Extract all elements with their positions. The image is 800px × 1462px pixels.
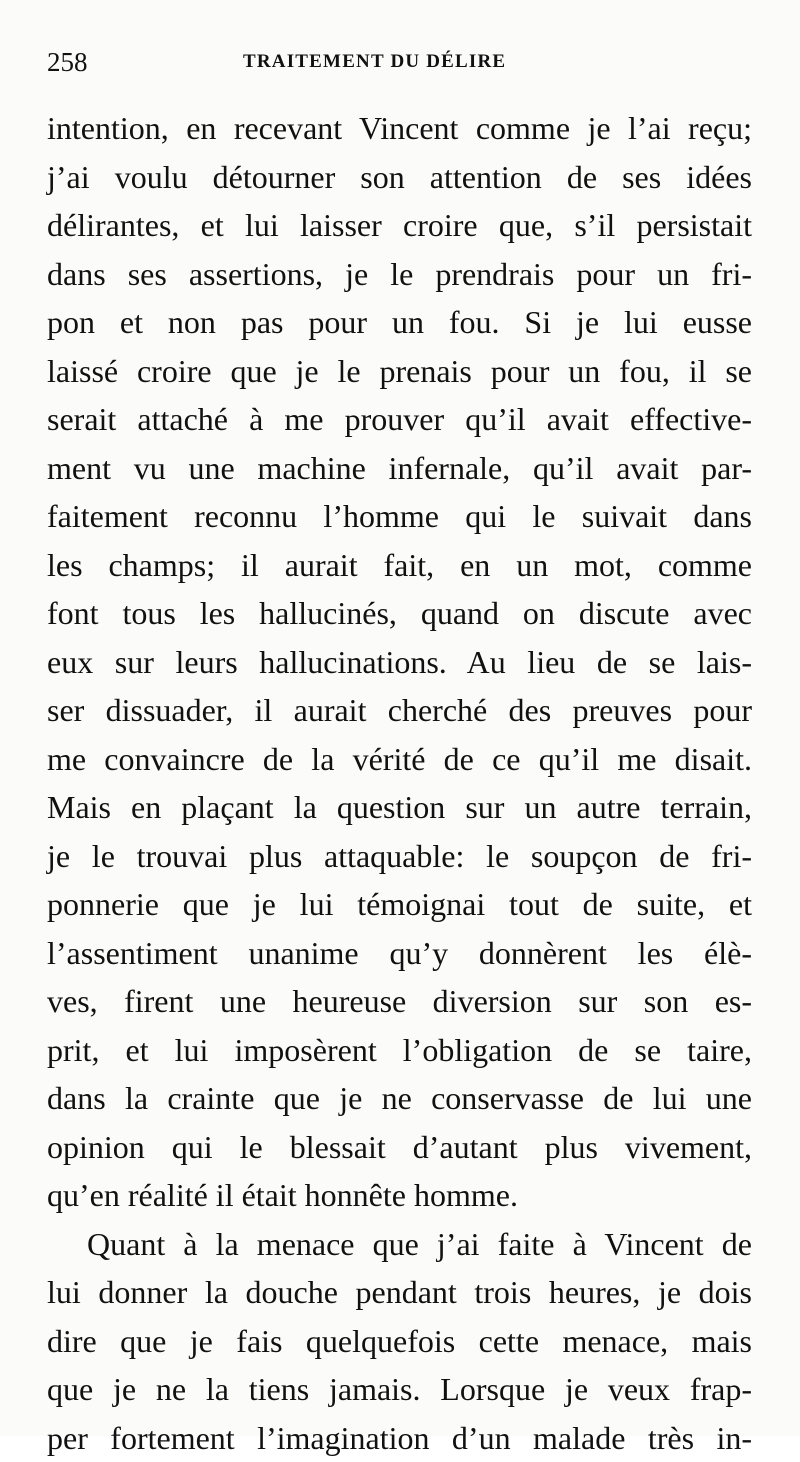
- text-line: lui donner la douche pendant trois heures, je dois: [47, 1268, 752, 1317]
- text-line: font tous les hallucinés, quand on discute avec: [47, 589, 752, 638]
- text-line: qu’en réalité il était honnête homme.: [47, 1171, 752, 1220]
- text-line: j’ai voulu détourner son attention de ses idées: [47, 153, 752, 202]
- text-line: per fortement l’imagination d’un malade très in-: [47, 1414, 752, 1462]
- text-line: je le trouvai plus attaquable: le soupçon de fri-: [47, 832, 752, 881]
- text-line: dans ses assertions, je le prendrais pour un fri-: [47, 250, 752, 299]
- text-line: laissé croire que je le prenais pour un fou, il se: [47, 347, 752, 396]
- body-text: [47, 104, 752, 1462]
- text-line: ment vu une machine infernale, qu’il avait par-: [47, 444, 752, 493]
- text-line: me convaincre de la vérité de ce qu’il me disait.: [47, 735, 752, 784]
- paragraph-1: [47, 104, 752, 1220]
- text-line: délirantes, et lui laisser croire que, s’il persistait: [47, 201, 752, 250]
- text-line: ser dissuader, il aurait cherché des preuves pour: [47, 686, 752, 735]
- running-head: [47, 44, 752, 80]
- text-line: Quant à la menace que j’ai faite à Vincent de: [47, 1220, 752, 1269]
- text-line: dans la crainte que je ne conservasse de lui une: [47, 1074, 752, 1123]
- text-line: ponnerie que je lui témoignai tout de suite, et: [47, 880, 752, 929]
- text-line: opinion qui le blessait d’autant plus vivement,: [47, 1123, 752, 1172]
- text-line: ves, firent une heureuse diversion sur son es-: [47, 977, 752, 1026]
- paragraph-2: [47, 1220, 752, 1462]
- text-line: faitement reconnu l’homme qui le suivait dans: [47, 492, 752, 541]
- text-line: Mais en plaçant la question sur un autre terrain,: [47, 783, 752, 832]
- text-line: serait attaché à me prouver qu’il avait effective-: [47, 395, 752, 444]
- text-line: intention, en recevant Vincent comme je l’ai reçu;: [47, 104, 752, 153]
- text-line: prit, et lui imposèrent l’obligation de se taire,: [47, 1026, 752, 1075]
- text-line: que je ne la tiens jamais. Lorsque je veux frap-: [47, 1365, 752, 1414]
- text-line: eux sur leurs hallucinations. Au lieu de se lais-: [47, 638, 752, 687]
- text-line: l’assentiment unanime qu’y donnèrent les élè-: [47, 929, 752, 978]
- text-line: pon et non pas pour un fou. Si je lui eusse: [47, 298, 752, 347]
- text-line: dire que je fais quelquefois cette menace, mais: [47, 1317, 752, 1366]
- text-line: les champs; il aurait fait, en un mot, comme: [47, 541, 752, 590]
- page-number: 258: [47, 44, 88, 80]
- running-title: TRAITEMENT DU DÉLIRE: [243, 47, 506, 77]
